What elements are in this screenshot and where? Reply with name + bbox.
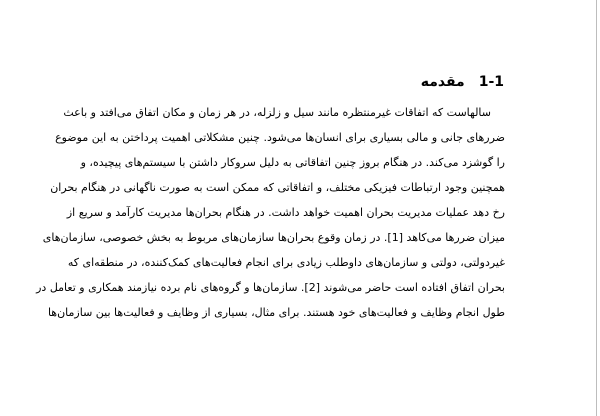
paragraph-line: طول انجام وظایف و فعالیت‌های خود هستند. برای مثال، بسیاری از وظایف و فعالیت‌ها بین سازمان‌ها bbox=[47, 306, 505, 319]
paragraph-line: سالهاست که اتفاقات غیرمنتظره مانند سیل و زلزله، در هر زمان و مکان اتفاق می‌افتد و باعث bbox=[63, 106, 491, 119]
paragraph-line: رخ دهد عملیات مدیریت بحران اهمیت خواهد داشت. در هنگام بحران‌ها مدیریت کارآمد و سریع از bbox=[66, 206, 505, 219]
paragraph-line: را گوشزد می‌کند. در هنگام بروز چنین اتفاقاتی به دلیل سروکار داشتن با سیستم‌های پیچیده، و bbox=[80, 156, 505, 169]
page-edge-divider bbox=[596, 0, 597, 416]
paragraph-line: همچنین وجود ارتباطات فیزیکی مختلف، و اتفاقاتی که ممکن است به صورت ناگهانی در هنگام بحران bbox=[50, 181, 505, 194]
section-heading bbox=[421, 72, 504, 92]
section-number: 1-1 bbox=[478, 74, 504, 90]
paragraph-line: بحران اتفاق افتاده است حاضر می‌شوند [2]. سازمان‌ها و گروه‌های نام برده نیازمند همکاری و تعامل در bbox=[36, 281, 505, 294]
introduction-paragraph bbox=[36, 100, 505, 325]
paragraph-line: ضررهای جانی و مالی بسیاری برای انسان‌ها می‌شود. چنین مشکلاتی اهمیت پرداختن به این موضوع bbox=[55, 131, 505, 144]
section-title: مقدمه bbox=[420, 74, 465, 90]
paragraph-line: میزان ضررها می‌کاهد [1]. در زمان وقوع بحران‌ها سازمان‌های مربوط به بخش خصوصی، سازمان‌های bbox=[42, 231, 505, 244]
paragraph-line: غیردولتی، دولتی و سازمان‌های داوطلب زیادی برای انجام فعالیت‌های کمک‌کننده، در منطقه‌ای که bbox=[67, 256, 505, 269]
